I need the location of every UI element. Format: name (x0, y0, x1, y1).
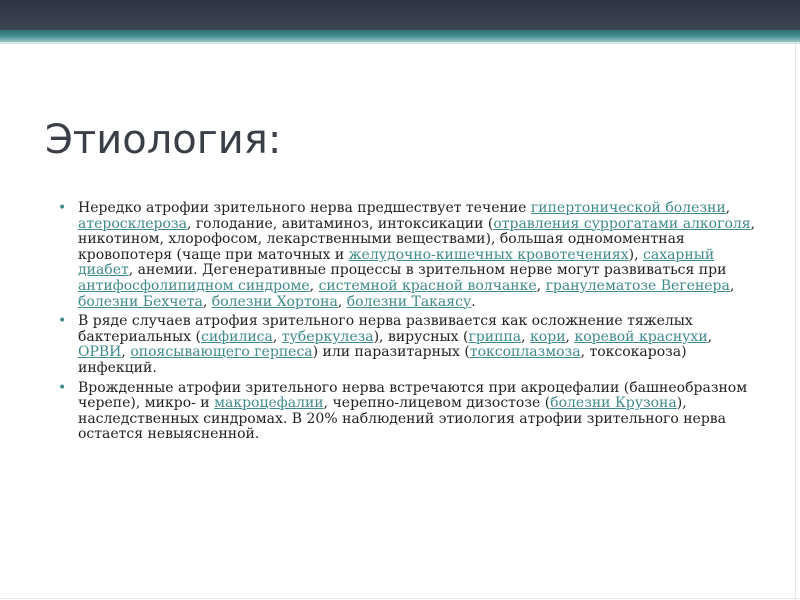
bullet-text: , (121, 344, 131, 361)
hyperlink[interactable]: болезни Крузона (550, 395, 677, 412)
bullet-text: , никотином, хлорофосом, лекарственными веществами), большая одномоментная кровопотеря (чаще при маточных и (78, 215, 756, 263)
bullet-text: В ряде случаев атрофия зрительного нерва развивается как осложнение тяжелых бактериальных ( (78, 313, 693, 345)
bullet-text: . (471, 293, 476, 310)
hyperlink[interactable]: гриппа (468, 328, 522, 345)
bullet-text: , (725, 200, 731, 216)
header-divider (0, 42, 800, 44)
hyperlink[interactable]: сифилиса (201, 328, 273, 345)
hyperlink[interactable]: ОРВИ (78, 344, 122, 361)
hyperlink[interactable]: болезни Бехчета (78, 293, 203, 310)
bullet-text: , (309, 277, 319, 294)
bullet-item (58, 381, 758, 443)
bullet-text: , черепно-лицевом дизостозе ( (323, 395, 551, 412)
slide-bottom-border (0, 598, 800, 599)
hyperlink[interactable]: гипертонической болезни (530, 200, 726, 216)
bullet-icon: • (58, 200, 67, 216)
hyperlink[interactable]: атеросклероза (78, 215, 187, 232)
hyperlink[interactable]: гранулематозе Вегенера (545, 277, 730, 294)
hyperlink[interactable]: болезни Такаясу (346, 293, 472, 310)
bullet-icon: • (58, 313, 67, 330)
hyperlink[interactable]: отравления суррогатами алкоголя (493, 215, 751, 232)
hyperlink[interactable]: кори (530, 328, 566, 345)
hyperlink[interactable]: туберкулеза (281, 328, 374, 345)
header-bar (0, 0, 800, 30)
bullet-text: , голодание, авитаминоз, интоксикации ( (186, 215, 494, 232)
hyperlink[interactable]: макроцефалии (214, 395, 324, 412)
hyperlink[interactable]: сахарный диабет (78, 246, 715, 279)
bullet-text: , (272, 328, 282, 345)
bullet-icon: • (58, 379, 67, 396)
bullet-text: , (729, 277, 735, 294)
bullet-text: ) или паразитарных ( (312, 344, 470, 361)
hyperlink[interactable]: системной красной волчанке (318, 277, 537, 294)
bullet-text: ), (628, 246, 643, 263)
slide-right-border (795, 44, 796, 600)
header-accent-stripe (0, 30, 800, 42)
bullet-text: ), вирусных ( (373, 328, 469, 345)
bullet-item (58, 201, 758, 310)
bullet-text: , (536, 277, 546, 294)
slide-title: Этиология: (45, 117, 282, 163)
hyperlink[interactable]: опоясывающего герпеса (130, 344, 313, 361)
bullet-text: , (337, 293, 347, 310)
bullet-text: , (707, 328, 713, 345)
hyperlink[interactable]: антифосфолипидном синдроме (78, 277, 310, 294)
bullet-text: Врожденные атрофии зрительного нерва встречаются при акроцефалии (башнеобразном черепе), микро- и (78, 379, 748, 412)
bullet-text: , анемии. Дегенеративные процессы в зрительном нерве могут развиваться при (128, 262, 727, 279)
bullet-text: , (565, 328, 575, 345)
hyperlink[interactable]: коревой краснухи (574, 328, 708, 345)
bullet-text: Нередко атрофии зрительного нерва предшествует течение (78, 200, 531, 216)
bullet-item (58, 314, 758, 376)
hyperlink[interactable]: токсоплазмоза (469, 344, 581, 361)
bullet-text: , (202, 293, 212, 310)
bullet-text: , токсокароза) инфекций. (78, 344, 687, 376)
hyperlink[interactable]: болезни Хортона (211, 293, 338, 310)
bullet-list (58, 201, 758, 447)
hyperlink[interactable]: желудочно-кишечных кровотечениях (348, 246, 629, 263)
bullet-text: , (521, 328, 531, 345)
bullet-text: ), наследственных синдромах. В 20% наблюдений этиология атрофии зрительного нерва остается невыясненной. (78, 395, 727, 443)
